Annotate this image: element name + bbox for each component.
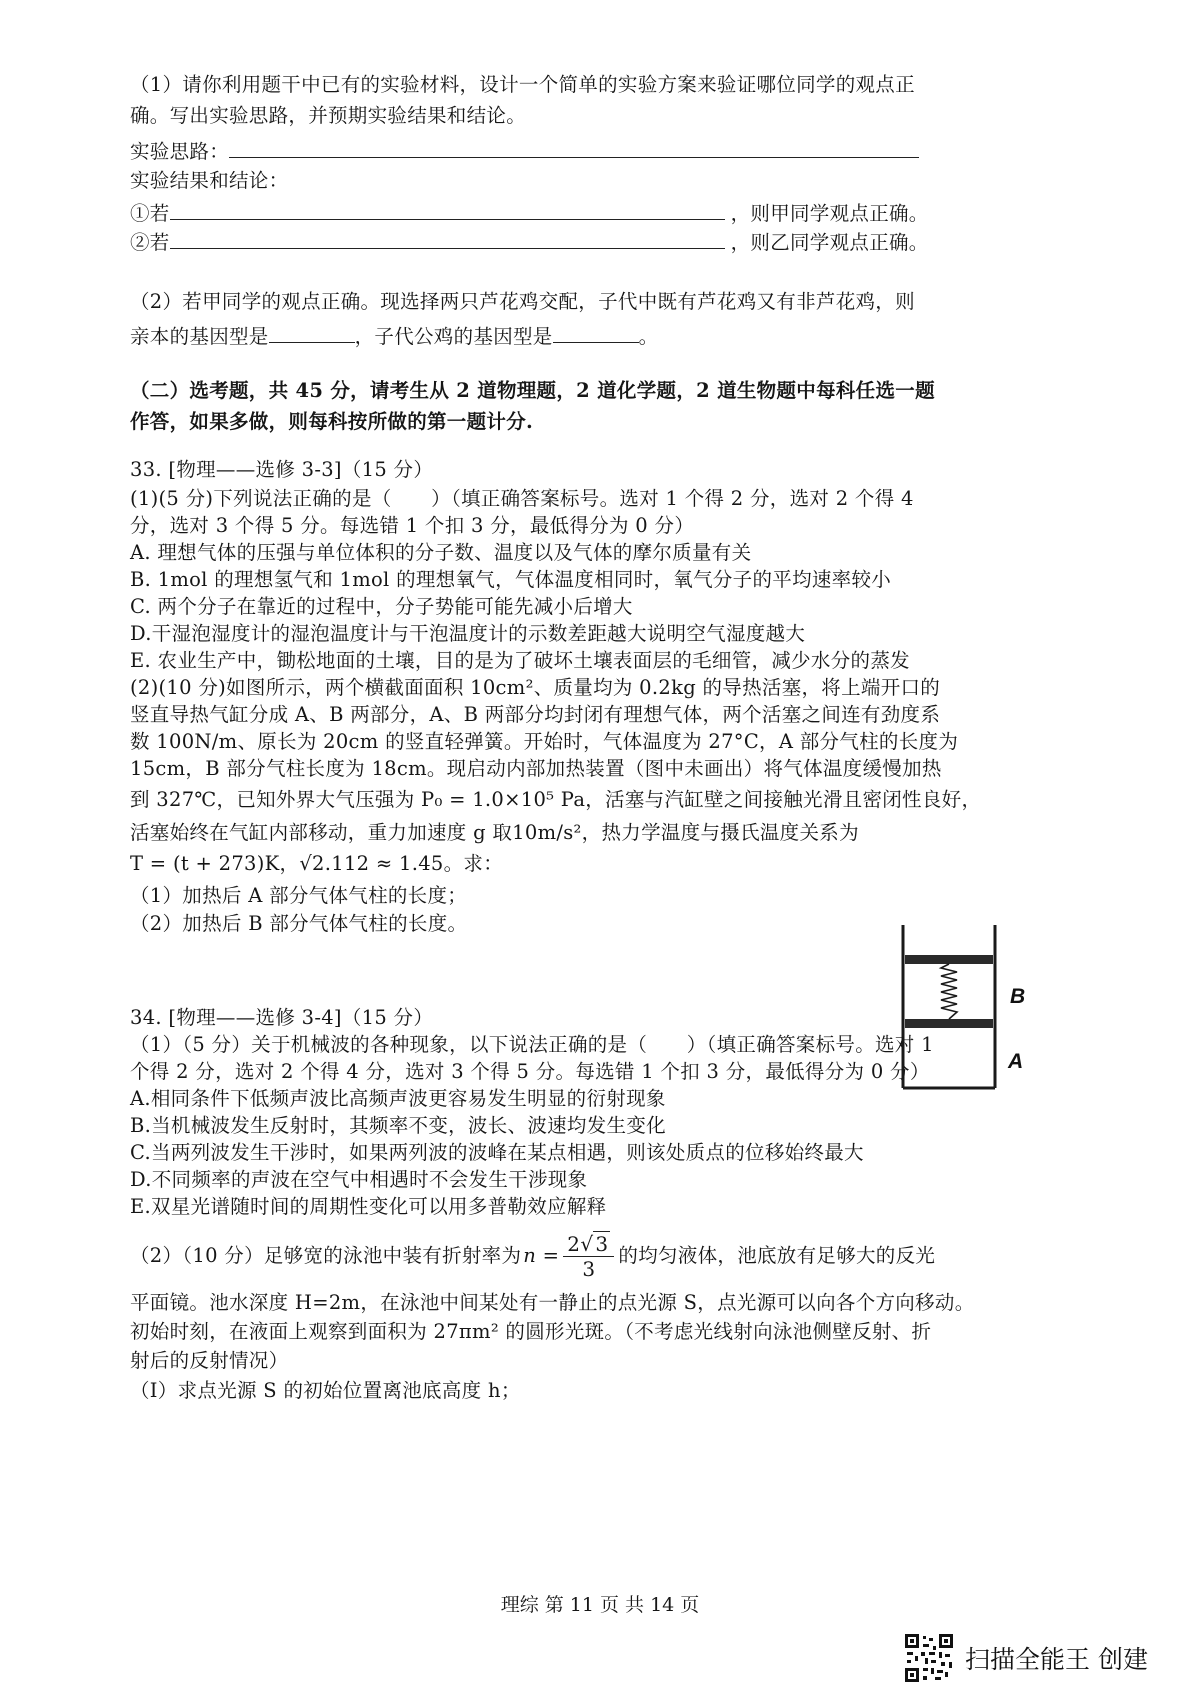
q34-part2-line1 (130, 1228, 935, 1284)
q34-option-a: A.相同条件下低频声波比高频声波更容易发生明显的衍射现象 (130, 1087, 666, 1110)
lower-piston (905, 1019, 993, 1028)
q34-part2-line3: 初始时刻，在液面上观察到面积为 27πm² 的圆形光斑。（不考虑光线射向泳池侧壁反射、折 (130, 1320, 932, 1343)
q34-option-c: C.当两列波发生干涉时，如果两列波的波峰在某点相遇，则该处质点的位移始终最大 (130, 1141, 864, 1164)
q33-option-c: C. 两个分子在靠近的过程中，分子势能可能先减小后增大 (130, 595, 633, 618)
qr-code-icon (905, 1634, 953, 1682)
result-2-blank[interactable] (170, 226, 725, 249)
q34-option-b: B.当机械波发生反射时，其频率不变，波长、波速均发生变化 (130, 1114, 666, 1137)
scanner-watermark (905, 1634, 1148, 1682)
q33-title: 33. [物理——选修 3-3]（15 分） (130, 458, 434, 481)
q2-text-line1: （2）若甲同学的观点正确。现选择两只芦花鸡交配，子代中既有芦花鸡又有非芦花鸡，则 (130, 290, 915, 313)
q33-part2-line6: 活塞始终在气缸内部移动，重力加速度 g 取10m/s²，热力学温度与摄氏温度关系为 (130, 821, 859, 844)
upper-piston (905, 955, 993, 964)
q33-part2-line5: 到 327℃，已知外界大气压强为 P₀ = 1.0×10⁵ Pa，活塞与汽缸壁之间接触光滑且密闭性良好， (130, 788, 982, 811)
result-2-suffix: ，则乙同学观点正确。 (730, 231, 929, 254)
label-a: A (1008, 1050, 1024, 1073)
q33-option-e: E. 农业生产中，锄松地面的土壤，目的是为了破坏土壤表面层的毛细管，减少水分的蒸发 (130, 649, 910, 672)
q2-end: 。 (638, 325, 659, 348)
q34-title: 34. [物理——选修 3-4]（15 分） (130, 1006, 434, 1029)
offspring-genotype-blank[interactable] (553, 320, 639, 343)
q33-option-d: D.干湿泡湿度计的湿泡温度计与干泡温度计的示数差距越大说明空气湿度越大 (130, 622, 806, 645)
q34-part2-suffix: 的均匀液体，池底放有足够大的反光 (618, 1244, 936, 1267)
q34-sub1: （Ⅰ）求点光源 S 的初始位置离池底高度 h； (130, 1379, 521, 1402)
q34-option-d: D.不同频率的声波在空气中相遇时不会发生干涉现象 (130, 1168, 588, 1191)
idea-row (130, 135, 919, 167)
scanner-brand-text: 扫描全能王 创建 (965, 1645, 1148, 1674)
q34-part2-line4: 射后的反射情况） (130, 1349, 289, 1372)
q34-part2-prefix: （2）（10 分）足够宽的泳池中装有折射率为 (130, 1244, 522, 1267)
q33-part1-line2: 分，选对 3 个得 5 分。每选错 1 个扣 3 分，最低得分为 0 分） (130, 514, 695, 537)
q1-text-line1: （1）请你利用题干中已有的实验材料，设计一个简单的实验方案来验证哪位同学的观点正 (130, 73, 915, 96)
refractive-index-fraction (563, 1232, 614, 1281)
q33-sub2: （2）加热后 B 部分气体气柱的长度。 (130, 912, 468, 935)
q33-part2-line1: (2)(10 分)如图所示，两个横截面面积 10cm²、质量均为 0.2kg 的导热活塞，将上端开口的 (130, 676, 941, 699)
q34-option-e: E.双星光谱随时间的周期性变化可以用多普勒效应解释 (130, 1195, 607, 1218)
q2-prefix: 亲本的基因型是 (130, 325, 269, 348)
parent-genotype-blank[interactable] (269, 320, 355, 343)
q33-option-b: B. 1mol 的理想氢气和 1mol 的理想氧气，气体温度相同时，氧气分子的平均速率较小 (130, 568, 892, 591)
result-1-suffix: ，则甲同学观点正确。 (730, 202, 929, 225)
spring (941, 964, 957, 1019)
idea-answer-blank[interactable] (229, 135, 919, 158)
result-row-1 (130, 197, 929, 229)
idea-label: 实验思路： (130, 140, 230, 163)
result-row-2 (130, 226, 929, 258)
q1-text-line2: 确。写出实验思路，并预期实验结果和结论。 (130, 104, 527, 127)
q33-sub1: （1）加热后 A 部分气体气柱的长度； (130, 884, 468, 907)
q33-part2-line3: 数 100N/m、原长为 20cm 的竖直轻弹簧。开始时，气体温度为 27°C，A 部分气柱的长度为 (130, 730, 959, 753)
q34-part2-line2: 平面镜。池水深度 H=2m，在泳池中间某处有一静止的点光源 S，点光源可以向各个方向移动。 (130, 1291, 975, 1314)
q33-option-a: A. 理想气体的压强与单位体积的分子数、温度以及气体的摩尔质量有关 (130, 541, 752, 564)
q2-text-line2 (130, 320, 658, 352)
q34-part1-line1: （1）（5 分）关于机械波的各种现象，以下说法正确的是（ ）（填正确答案标号。选对 1 (130, 1033, 934, 1056)
refractive-index-symbol: n = (523, 1244, 560, 1267)
result-1-prefix: ①若 (130, 202, 170, 225)
result-2-prefix: ②若 (130, 231, 170, 254)
fraction-denominator: 3 (582, 1257, 596, 1281)
q34-part1-line2: 个得 2 分，选对 2 个得 4 分，选对 3 个得 5 分。每选错 1 个扣 3 分，最低得分为 0 分） (130, 1060, 930, 1083)
q33-part1-line1: (1)(5 分)下列说法正确的是（ ）（填正确答案标号。选对 1 个得 2 分，选对 2 个得 4 (130, 487, 914, 510)
label-b: B (1010, 985, 1026, 1008)
page-footer: 理综 第 11 页 共 14 页 (500, 1594, 700, 1616)
result-label: 实验结果和结论： (130, 169, 289, 192)
fraction-numerator: 2√ 3 (563, 1232, 614, 1257)
q33-part2-line2: 竖直导热气缸分成 A、B 两部分，A、B 两部分均封闭有理想气体，两个活塞之间连有劲度系 (130, 703, 941, 726)
result-1-blank[interactable] (170, 197, 725, 220)
q33-part2-line7: T = (t + 273)K，√2.112 ≈ 1.45。求： (130, 852, 504, 875)
section2-line2: 作答，如果多做，则每科按所做的第一题计分. (130, 410, 534, 433)
section2-line1: （二）选考题，共 45 分，请考生从 2 道物理题，2 道化学题，2 道生物题中每科任选一题 (130, 379, 935, 402)
q2-mid: ，子代公鸡的基因型是 (354, 325, 553, 348)
q33-part2-line4: 15cm，B 部分气柱长度为 18cm。现启动内部加热装置（图中未画出）将气体温度缓慢加热 (130, 757, 942, 780)
